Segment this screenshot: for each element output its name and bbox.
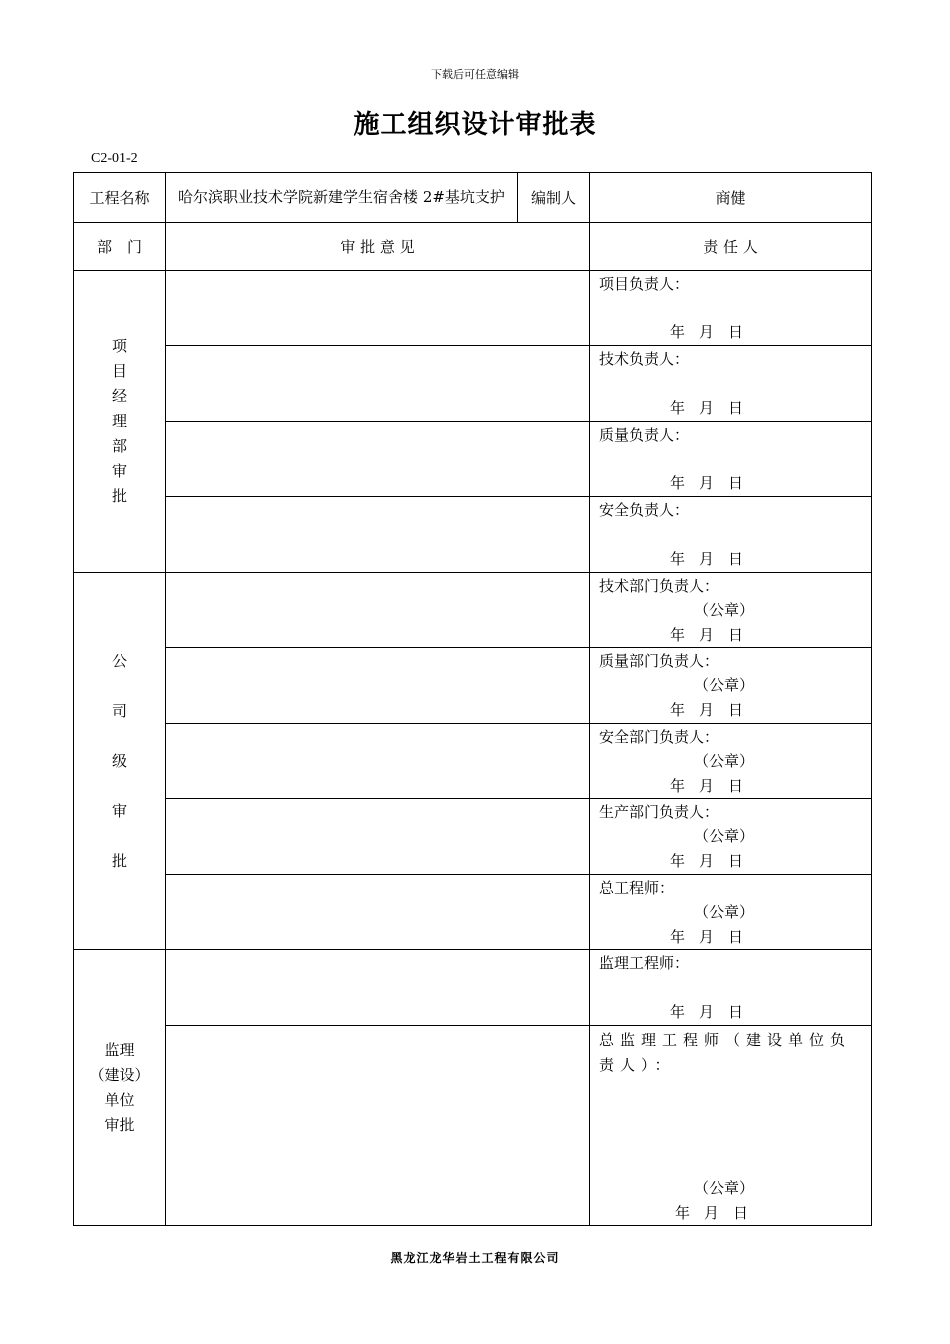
role-label: 质量负责人： <box>599 426 690 444</box>
form-code: C2-01-2 <box>91 151 138 166</box>
opinion-cell[interactable] <box>166 1026 590 1226</box>
date-line: 年 月 日 <box>670 1003 744 1021</box>
compiler-value: 商健 <box>590 173 872 223</box>
supervision-row-1 <box>74 950 872 1026</box>
pm-label-char: 项 <box>111 337 127 355</box>
seal-label: （公章） <box>694 676 755 694</box>
opinion-cell[interactable] <box>166 497 590 573</box>
company-row-3 <box>74 724 872 799</box>
signature-cell[interactable] <box>590 422 872 497</box>
responsible-header: 责 任 人 <box>590 223 872 271</box>
seal-label: （公章） <box>694 1179 755 1197</box>
company-label-char: 批 <box>111 852 127 870</box>
opinion-cell[interactable] <box>166 724 590 799</box>
pm-label-char: 审 <box>111 462 127 480</box>
pm-row-1 <box>74 271 872 346</box>
signature-cell[interactable] <box>590 648 872 724</box>
signature-cell[interactable] <box>590 346 872 422</box>
company-label-char: 司 <box>111 702 127 720</box>
role-label: 总工程师： <box>599 879 675 897</box>
supervision-label-line: 审批 <box>104 1115 135 1134</box>
header-note: 下载后可任意编辑 <box>431 68 519 81</box>
pm-row-4 <box>74 497 872 573</box>
signature-cell[interactable] <box>590 573 872 648</box>
signature-cell[interactable] <box>590 875 872 950</box>
date-line: 年 月 日 <box>670 399 744 417</box>
date-line: 年 月 日 <box>670 777 744 795</box>
opinion-cell[interactable] <box>166 648 590 724</box>
supervision-row-2 <box>74 1026 872 1226</box>
opinion-cell[interactable] <box>166 799 590 875</box>
pm-label-char: 批 <box>111 487 127 505</box>
date-line: 年 月 日 <box>670 550 744 568</box>
compiler-label: 编制人 <box>518 173 590 223</box>
opinion-cell[interactable] <box>166 346 590 422</box>
pm-row-2 <box>74 346 872 422</box>
role-label: 技术部门负责人： <box>599 577 720 595</box>
date-line: 年 月 日 <box>670 852 744 870</box>
opinion-cell[interactable] <box>166 422 590 497</box>
date-line: 年 月 日 <box>670 626 744 644</box>
role-label: 技术负责人： <box>599 350 690 368</box>
signature-cell[interactable] <box>590 497 872 573</box>
seal-label: （公章） <box>694 827 755 845</box>
role-label: 安全部门负责人： <box>599 728 720 746</box>
approval-form-table <box>73 172 872 1226</box>
project-row <box>74 173 872 223</box>
company-row-4 <box>74 799 872 875</box>
signature-cell[interactable] <box>590 724 872 799</box>
page-title: 施工组织设计审批表 <box>353 110 597 140</box>
date-line: 年 月 日 <box>675 1204 749 1222</box>
seal-label: （公章） <box>694 903 755 921</box>
supervision-label-line: 监理 <box>104 1040 135 1059</box>
supervision-label-line: （建设） <box>89 1065 150 1084</box>
company-row-1 <box>74 573 872 648</box>
company-label-char: 公 <box>111 652 127 670</box>
signature-cell[interactable] <box>590 950 872 1026</box>
pm-row-3 <box>74 422 872 497</box>
role-label: 监理工程师： <box>599 954 690 972</box>
company-footer: 黑龙江龙华岩土工程有限公司 <box>390 1251 560 1265</box>
pm-label-char: 理 <box>111 412 127 430</box>
supervision-label-line: 单位 <box>104 1090 135 1109</box>
company-section-label <box>74 573 166 950</box>
pm-label-char: 目 <box>111 362 127 380</box>
role-label: 项目负责人： <box>599 275 690 293</box>
signature-cell[interactable] <box>590 271 872 346</box>
pm-label-char: 部 <box>111 437 127 455</box>
role-label: 总监理工程师（建设单位负责人）： <box>599 1031 852 1074</box>
date-line: 年 月 日 <box>670 323 744 341</box>
project-name-label: 工程名称 <box>74 173 166 223</box>
opinion-cell[interactable] <box>166 875 590 950</box>
pm-label-char: 经 <box>111 387 127 405</box>
opinion-cell[interactable] <box>166 573 590 648</box>
role-label: 生产部门负责人： <box>599 803 720 821</box>
opinion-cell[interactable] <box>166 271 590 346</box>
dept-header: 部 门 <box>74 223 166 271</box>
role-label: 质量部门负责人： <box>599 652 720 670</box>
supervision-section-label <box>74 950 166 1226</box>
opinion-cell[interactable] <box>166 950 590 1026</box>
date-line: 年 月 日 <box>670 928 744 946</box>
date-line: 年 月 日 <box>670 474 744 492</box>
date-line: 年 月 日 <box>670 701 744 719</box>
column-header-row <box>74 223 872 271</box>
signature-cell[interactable] <box>590 799 872 875</box>
company-row-5 <box>74 875 872 950</box>
company-row-2 <box>74 648 872 724</box>
pm-section-label <box>74 271 166 573</box>
project-name-value: 哈尔滨职业技术学院新建学生宿舍楼 2#基坑支护 <box>166 173 518 223</box>
company-label-char: 级 <box>111 752 127 770</box>
signature-cell[interactable] <box>590 1026 872 1226</box>
seal-label: （公章） <box>694 752 755 770</box>
opinion-header: 审 批 意 见 <box>166 223 590 271</box>
role-label: 安全负责人： <box>599 501 690 519</box>
seal-label: （公章） <box>694 601 755 619</box>
company-label-char: 审 <box>111 802 127 820</box>
